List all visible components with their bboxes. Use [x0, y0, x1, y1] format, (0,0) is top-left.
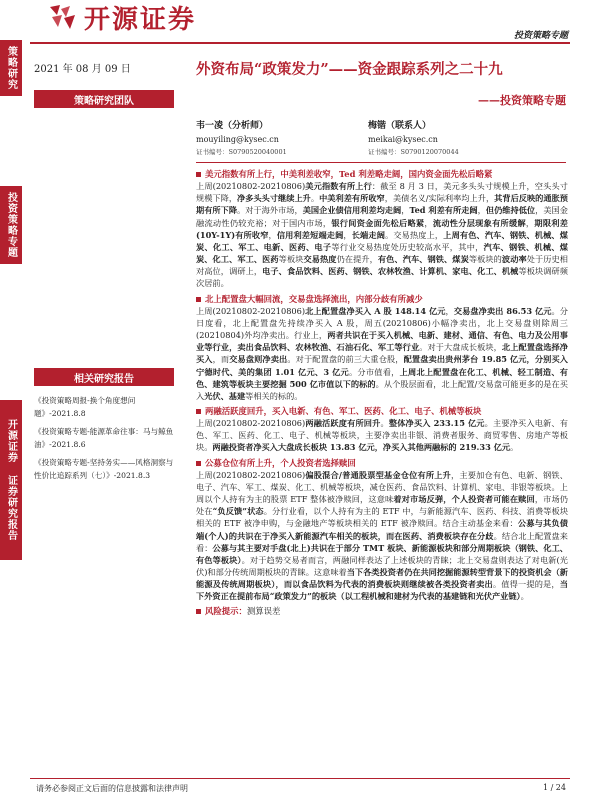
section-body [196, 180, 568, 289]
page-number: 1 / 24 [542, 783, 566, 792]
square-bullet-icon [196, 609, 201, 614]
emphasis-text: 公募与其负债端(个人)的共识在于净买入新能源汽车相关的板块，而在医药、消费板块存在分歧 [196, 518, 568, 541]
section-body [196, 417, 568, 453]
emphasis-text: 北上配置盘选择净买入 [196, 342, 568, 365]
section [196, 168, 568, 290]
body-paragraph [196, 305, 568, 402]
emphasis-text: 但仍维持低位 [485, 205, 536, 216]
emphasis-text: “负反馈”状态 [212, 506, 264, 517]
footer-divider [30, 778, 570, 779]
body-text: 等相关的标的。 [245, 390, 303, 401]
emphasis-text: 流动性分层现象有所缓解 [432, 217, 526, 228]
section-heading: 公募仓位有所上升，个人投资者选择赎回 [196, 457, 568, 469]
body-paragraph [196, 469, 568, 603]
body-text: 。分市值看， [348, 366, 400, 377]
analyst-name: 韦一凌（分析师） [196, 121, 269, 131]
emphasis-text: 上周北上配置盘在化工、机械、轻工制造、有色、建筑等板块主要挖掘 500 亿市值以下的标的 [196, 366, 568, 389]
square-bullet-icon [196, 409, 201, 414]
emphasis-text: 美元指数有所上行 [305, 181, 372, 192]
emphasis-text: 信用利差短端走阔 [276, 229, 344, 240]
section-body [196, 305, 568, 402]
body-text: 。 [310, 193, 320, 204]
disclaimer-note: 请务必参阅正文后面的信息披露和法律声明 [36, 784, 188, 793]
section-heading: 美元指数有所上行，中美利差收窄，Ted 利差略走阔，国内资金面先松后略紧 [196, 168, 568, 180]
report-date: 2021 年 08 月 09 日 [34, 64, 131, 75]
team-label: 策略研究团队 [34, 90, 174, 108]
header-divider [30, 42, 570, 44]
body-text: 。 [380, 418, 389, 429]
emphasis-text: 当下外资正在提前布局“政策发力”的板块（以工程机械和建材为代表的基建链和光伏产业链） [196, 579, 568, 602]
emphasis-text: 有色、汽车、钢铁、煤炭 [377, 254, 469, 265]
body-text: 。结合北上配置盘来看： [196, 530, 568, 553]
emphasis-text: 上周有色、汽车、钢铁、机械、煤炭、化工、军工、电新、医药、电子 [196, 229, 568, 252]
body-text: 。 [510, 442, 519, 453]
analyst-card [196, 120, 287, 159]
analyst-divider [196, 162, 566, 163]
body-text: ， [445, 305, 454, 316]
emphasis-text: 着对市场反弹，个人投资者可能在赎回 [393, 494, 535, 505]
related-report-link[interactable]: 《投资策略专题-坚持务实——风格洞察与性价比追踪系列（七）》-2021.8.3 [34, 458, 174, 480]
body-text: 上周(20210802-20210806) [196, 305, 306, 316]
body-paragraph [196, 417, 568, 453]
body-text: 等板块的 [468, 254, 502, 265]
body-text: 。对于配置盘的前三大重仓股， [287, 354, 404, 365]
square-bullet-icon [196, 172, 201, 177]
body-text: 。分行业看，以个人持有为主的 ETF 中，与新能源汽车、医药、科技、消费等板块相关的 ETF 被净申购，与金融地产等板块相关的 ETF 被净赎回。结合主动基金来看： [196, 506, 569, 529]
body-text: 处于历史相对高位，调研上， [196, 254, 568, 277]
body-text: ，市场仍处在 [196, 494, 568, 517]
contact-name: 梅锴（联系人） [368, 121, 432, 131]
body-text: ， [477, 205, 486, 216]
body-text: 等板块调研频次居前。 [196, 266, 568, 289]
section-heading: 两融活跃度回升，买入电新、有色、军工、医药、化工、电子、机械等板块 [196, 405, 568, 417]
body-text: 。对于海外市场， [237, 205, 303, 216]
emphasis-text: 偏股混合/普通股票型基金仓位有所上升 [305, 469, 451, 480]
emphasis-text: 中美利差有所收窄 [319, 193, 385, 204]
body-text: 上周(20210802-20210806) [196, 181, 306, 192]
body-text: ，主要加仓有色、电新、钢铁、电子、汽车、军工、煤炭、化工、机械等板块，减仓医药、食品饮料、计算机、家电、非银等板块。上周以个人持有为主的股票 ETF 整体被净赎回，这意味 [196, 469, 568, 505]
body-text: 上周(20210802-20210806) [196, 418, 306, 429]
emphasis-text: 两融活跃度有所回升 [305, 418, 381, 429]
square-bullet-icon [196, 297, 201, 302]
sidebar-tag-kysec: 开源证券 证券研究报告 [0, 400, 22, 560]
body-paragraph [196, 180, 568, 289]
body-text: 等板块 [278, 254, 304, 265]
body-text: 。从个股层面看，北上配置/交易盘可能更多的是在买入 [196, 378, 568, 401]
body-text: ，而 [212, 354, 230, 365]
body-text: 。对于趋势交易者而言，两融同样表达了上述板块的青睐；北上交易盘则表达了对电新(光伏)和部分传统周期板块的青睐。这意味着 [196, 554, 568, 577]
section [196, 405, 568, 454]
emphasis-text: 长端走阔 [351, 229, 386, 240]
section-body [196, 469, 568, 603]
emphasis-text: 美国企业债信用利差均走阔 [302, 205, 402, 216]
body-text: 上周(20210802-20210806) [196, 469, 306, 480]
section-heading: 北上配置盘大幅回流，交易盘选择流出，内部分歧有所减少 [196, 293, 568, 305]
sidebar-tag-topic: 投资策略专题 [0, 186, 22, 264]
emphasis-text: 北上配置盘净买入 A 股 148.14 亿元 [305, 305, 446, 316]
body-text: 。 [520, 591, 529, 602]
left-sidebar [0, 0, 22, 800]
emphasis-text: 两者共识在于买入机械、电新、建材、通信、有色、电力及公用事业等行业，卖出食品饮料、农林牧渔、石油石化、军工等行业 [196, 330, 568, 353]
body-text: 。对于大盘成长板块， [419, 342, 502, 353]
analyst-email[interactable]: mouyiling@kysec.cn [196, 135, 279, 144]
emphasis-text: ，分别买入宁德时代、美的集团 1.01 亿元、3 亿元 [196, 354, 568, 377]
body-text: ， [424, 217, 433, 228]
report-subtitle: ——投资策略专题 [478, 94, 566, 107]
body-text: 。分日度看，北上配置盘先持续净买入 A 股，周五(20210806)小幅净卖出，北上交易盘则除周三(20210804)外均净卖出。行业上， [196, 305, 568, 341]
report-body [196, 165, 568, 618]
contact-card [368, 120, 459, 159]
body-text: ：截至 8 月 3 日，美元多头头寸规模上升，空头头寸规模下降， [196, 181, 568, 204]
body-text: 仍在提升， [336, 254, 378, 265]
logo-text: 开源证券 [84, 4, 197, 35]
body-text: ，美国金融流动性仍较充裕；对于国内市场， [196, 205, 568, 228]
report-title: 外资布局“政策发力”——资金跟踪系列之二十九 [196, 61, 503, 78]
body-text: ， [343, 229, 352, 240]
emphasis-text: 公募与其主要对手盘(北上)共识在于部分 TMT 板块、新能源板块和部分周期板块（钢铁、化工、有色等板块） [196, 542, 568, 565]
related-reports-list [34, 394, 176, 487]
emphasis-text: 电子、食品饮料、医药、钢铁、农林牧渔、计算机、家电、化工、机械 [262, 266, 519, 277]
kysec-logo-icon [48, 3, 78, 31]
square-bullet-icon [196, 461, 201, 466]
body-text: ， [401, 205, 410, 216]
sidebar-tag-strategy: 策略研究 [0, 40, 22, 96]
related-report-link[interactable]: 《投资策略专题-能源革命往事：马与鲸鱼油》-2021.8.6 [34, 427, 174, 449]
related-report-link[interactable]: 《投资策略周报-换个角度想问题》-2021.8.8 [34, 396, 136, 418]
body-text: ， [525, 217, 535, 228]
body-text: 。交易热度上， [385, 229, 444, 240]
emphasis-text: 交易盘净卖出 86.53 亿元 [453, 305, 552, 316]
body-text: ， [268, 229, 277, 240]
emphasis-text: 汽车、钢铁、机械、煤炭、化工、军工、医药 [196, 241, 568, 265]
analyst-cert: 证书编号：S0790520040001 [196, 148, 287, 156]
emphasis-text: 当下各类投资者仍在共同挖掘能源转型背景下的投资机会（新能源及传统周期板块），而以食品饮料为代表的消费板块则继续被各类投资者卖出 [196, 567, 568, 590]
emphasis-text: 交易热度 [303, 254, 337, 265]
emphasis-text: 交易盘则净卖出 [229, 354, 288, 365]
emphasis-text: 其背后反映的通胀预期有所下降 [196, 193, 568, 216]
emphasis-text: 光伏、基建 [204, 390, 246, 401]
emphasis-text: 整体净买入 233.15 亿元 [388, 418, 485, 429]
emphasis-text: 净多头头寸继续上升 [237, 193, 311, 204]
section [196, 293, 568, 402]
emphasis-text: 波动率 [501, 254, 527, 265]
emphasis-text: Ted 利差有所走阔 [409, 205, 478, 216]
emphasis-text: 银行间资金面先松后略紧 [331, 217, 425, 228]
risk-notice: 风险提示：测算误差 [196, 605, 568, 617]
body-text: ，美债名义/实际利率均上升， [384, 193, 495, 204]
header-logo [48, 2, 197, 35]
body-text: 。主要净买入电新、有色、军工、医药、化工、电子、机械等板块，主要净卖出非银、消费者服务、商贸零售、房地产等板块。 [196, 418, 568, 453]
emphasis-text: 配置盘卖出贵州茅台 19.85 亿元 [403, 354, 527, 365]
emphasis-text: 两融投资者净买入大盘成长板块 13.83 亿元，净买入其他两融标的 219.33 亿元 [212, 442, 511, 453]
body-text: 等行业交易热度处历史较高水平，其中， [331, 241, 484, 252]
contact-email[interactable]: meikai@kysec.cn [368, 135, 438, 144]
emphasis-text: 期限利差(10Y-1Y)有所收窄 [196, 217, 568, 240]
section [196, 457, 568, 603]
related-reports-label: 相关研究报告 [34, 368, 174, 386]
contact-cert: 证书编号：S0790120070044 [368, 148, 459, 156]
header-category: 投资策略专题 [513, 31, 568, 41]
body-text: 。值得一提的是， [492, 579, 560, 590]
